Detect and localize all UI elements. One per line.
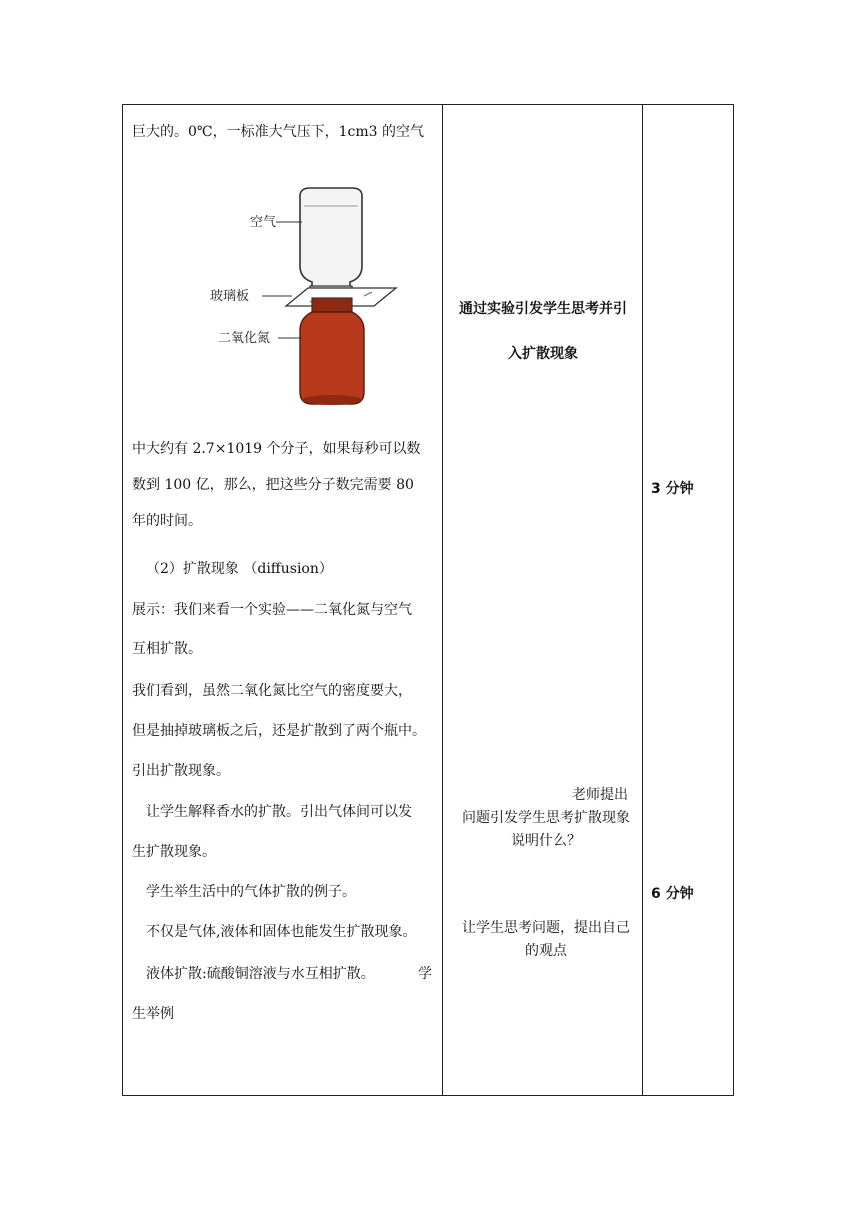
student-activity-line-1: 让学生思考问题，提出自己 (462, 920, 630, 936)
content-line: 年的时间。 (132, 513, 202, 529)
label-air: 空气 (250, 215, 277, 230)
air-bottle (300, 188, 362, 296)
content-line: 让学生解释香水的扩散。引出气体间可以发 (146, 804, 412, 820)
teacher-activity-line-3: 说明什么？ (511, 833, 581, 849)
content-line: 生扩散现象。 (132, 844, 216, 860)
content-line: 生举例 (132, 1006, 174, 1022)
label-no2: 二氧化氮 (218, 331, 271, 346)
section-heading-diffusion: （2）扩散现象 （diffusion） (146, 561, 333, 577)
content-line: 学生举生活中的气体扩散的例子。 (146, 884, 356, 900)
content-line: 中大约有 2.7×1019 个分子，如果每秒可以数 (132, 441, 421, 457)
content-line: 学 (418, 966, 432, 982)
label-glass-plate: 玻璃板 (210, 289, 250, 304)
content-line: 互相扩散。 (132, 641, 202, 657)
content-line: 但是抽掉玻璃板之后，还是扩散到了两个瓶中。 (132, 723, 426, 739)
column-divider-1 (442, 104, 443, 1096)
time-allocation-2: 6 分钟 (651, 886, 694, 902)
student-activity-line-2: 的观点 (525, 943, 567, 959)
content-line-top: 巨大的。0℃，一标准大气压下，1cm3 的空气 (132, 124, 424, 140)
teacher-activity-line-2: 问题引发学生思考扩散现象 (462, 810, 630, 826)
content-line: 我们看到，虽然二氧化氮比空气的密度要大， (132, 683, 412, 699)
purpose-line-1: 通过实验引发学生思考并引 (459, 301, 627, 317)
no2-bottle (300, 298, 364, 405)
time-allocation-1: 3 分钟 (651, 481, 694, 497)
content-line: 数到 100 亿，那么，把这些分子数完需要 80 (132, 477, 414, 493)
content-line: 展示：我们来看一个实验——二氧化氮与空气 (132, 602, 412, 618)
content-line: 不仅是气体,液体和固体也能发生扩散现象。 (146, 924, 417, 940)
diffusion-experiment-figure (200, 178, 432, 422)
content-line: 引出扩散现象。 (132, 763, 230, 779)
purpose-line-2: 入扩散现象 (508, 346, 578, 362)
content-line: 液体扩散:硫酸铜溶液与水互相扩散。 (146, 966, 375, 982)
column-divider-2 (642, 104, 643, 1096)
teacher-activity-line-1: 老师提出 (572, 787, 628, 803)
